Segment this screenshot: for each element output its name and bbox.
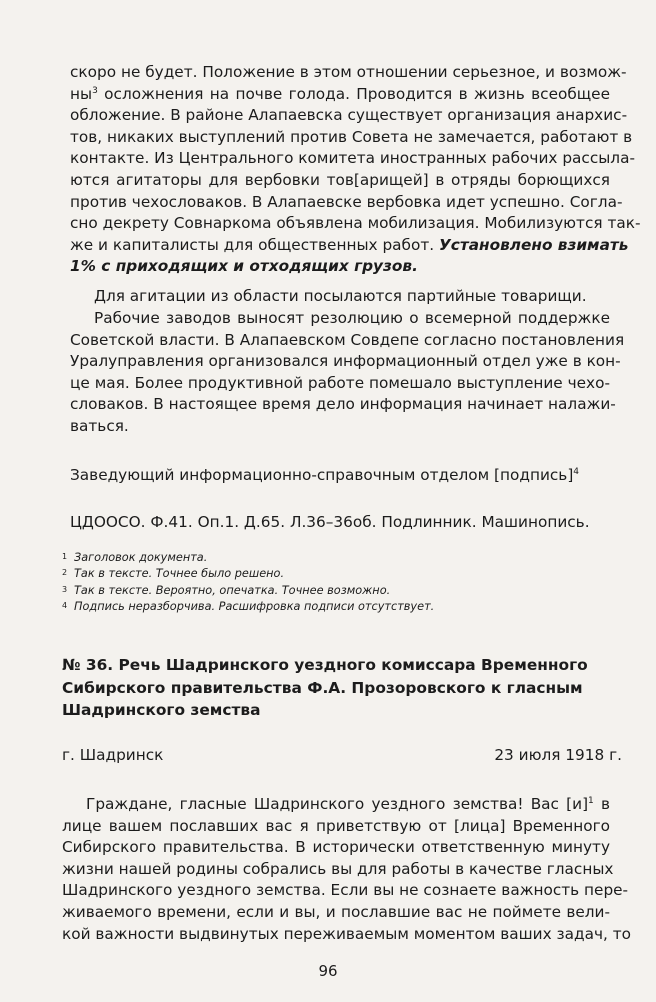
text-line: $ны^3$ осложнения на почве голода. Проводится в жизнь всеобщее xyxy=(70,84,610,103)
text-line: Сибирского правительства. В исторически ответственную минуту xyxy=(62,838,610,857)
text-line: лице вашем пославших вас я приветствую от [лица] Временного xyxy=(62,816,610,835)
text-line: же и капиталисты для общественных работ. Установлено взимать xyxy=(70,235,629,254)
text-line: Советской власти. В Алапаевском Совдепе согласно постановления xyxy=(70,330,625,349)
heading-line: Сибирского правительства Ф.А. Прозоровского к гласным xyxy=(62,678,583,697)
emphasis-text: Установлено взимать xyxy=(438,235,629,254)
signature-line: Заведующий информационно-справочным отделом [подпись]$^4$ xyxy=(70,466,580,484)
archive-reference: ЦДООСО. Ф.41. Оп.1. Д.65. Л.36–36об. Подлинник. Машинопись. xyxy=(70,513,590,531)
footnote-ref-3: 3 xyxy=(92,85,98,96)
text-line: живаемого времени, если и вы, и пославшие вас не поймете вели- xyxy=(62,902,610,921)
emphasis-text: 1% с приходящих и отходящих грузов. xyxy=(70,257,418,276)
text-line: Уралуправления организовался информационный отдел уже в кон- xyxy=(70,352,621,371)
text-line: контакте. Из Центрального комитета иностранных рабочих рассыла- xyxy=(70,149,635,168)
footnote: 3 Так в тексте. Вероятно, опечатка. Точнее возможно. xyxy=(62,583,391,597)
speech-paragraph xyxy=(62,794,631,945)
paragraph-1 xyxy=(70,62,641,278)
paragraph-2: Для агитации из области посылаются партийные товарищи. xyxy=(94,287,587,305)
paragraph-3 xyxy=(70,308,625,438)
date-label: 23 июля 1918 г. xyxy=(494,746,622,764)
heading-line: № 36. Речь Шадринского уездного комиссара Временного xyxy=(62,656,588,674)
place-label: г. Шадринск xyxy=(62,746,164,764)
text-line: це мая. Более продуктивной работе помешало выступление чехо- xyxy=(70,373,610,392)
heading-line: Шадринского земства xyxy=(62,701,261,719)
footnotes xyxy=(62,549,622,615)
text-line: жизни нашей родины собрались вы для работы в качестве гласных xyxy=(62,859,614,878)
text-line: тов, никаких выступлений против Совета не замечается, работают в xyxy=(70,127,633,146)
footnote: 2 Так в тексте. Точнее было решено. xyxy=(62,567,285,581)
footnote: 4 Подпись неразборчива. Расшифровка подписи отсутствует. xyxy=(62,600,435,614)
document-heading xyxy=(62,654,622,722)
text-line: обложение. В районе Алапаевска существует организация анархис- xyxy=(70,106,628,125)
text-line: скоро не будет. Положение в этом отношении серьезное, и возмож- xyxy=(70,63,627,81)
text-line: против чехословаков. В Алапаевске вербовка идет успешно. Согла- xyxy=(70,192,623,211)
text-line: Рабочие заводов выносят резолюцию о всемерной поддержке xyxy=(94,309,610,327)
text-line: ются агитаторы для вербовки тов[арищей] в отряды борющихся xyxy=(70,170,610,189)
text-line: Граждане, гласные Шадринского уездного земства! Вас $[и]^1$ в xyxy=(86,795,610,813)
text-line: сно декрету Совнаркома объявлена мобилизация. Мобилизуются так- xyxy=(70,214,641,233)
text-line: словаков. В настоящее время дело информация начинает налажи- xyxy=(70,395,616,414)
text-line: Шадринского уездного земства. Если вы не сознаете важность пере- xyxy=(62,881,629,900)
footnote: 1 Заголовок документа. xyxy=(62,551,208,564)
page-number: 96 xyxy=(318,962,338,980)
text-line: кой важности выдвинутых переживаемым моментом ваших задач, то xyxy=(62,924,631,943)
footnote-ref-1: 1 xyxy=(588,795,594,806)
footnote-ref-4: 4 xyxy=(573,466,580,477)
text-line: ваться. xyxy=(70,416,129,435)
